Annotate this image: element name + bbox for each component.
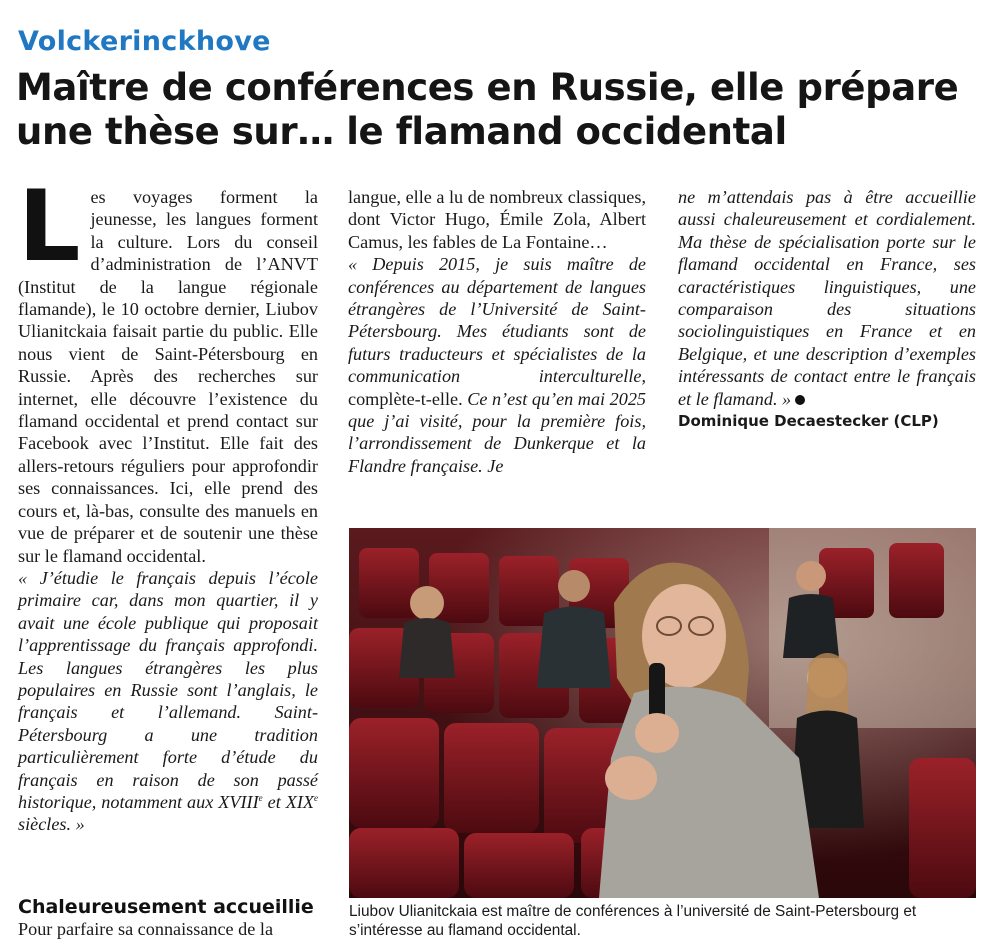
superscript-1: e xyxy=(258,792,263,803)
article-column-2 xyxy=(348,186,646,477)
article-photo xyxy=(349,528,976,898)
headline-line-1: Maître de conférences en Russie, elle prépare xyxy=(16,66,959,109)
end-of-article-bullet-icon xyxy=(795,395,805,405)
quote-paragraph-3 xyxy=(678,186,976,410)
subsection-paragraph: Pour parfaire sa connaissance de la xyxy=(18,919,274,939)
quote-text-2b: Ce n’est qu’en mai 2025 que j’ai visité, pour la première fois, l’arrondissement de Dunkerque et la Flandre française. Je xyxy=(348,388,647,476)
quote-text-2a: « Depuis 2015, je suis maître de conférences au département de langues étrangères de l’Université de Saint-Pétersbourg. Mes étudiants sont de futurs traducteurs et spécialistes de la communication interculturelle xyxy=(348,254,646,387)
quote-paragraph xyxy=(18,567,318,836)
section-kicker: Volckerinckhove xyxy=(18,26,271,57)
article-column-3 xyxy=(678,186,976,432)
headline-line-2: une thèse sur… le flamand occidental xyxy=(16,110,787,153)
lecture-hall-photo-illustration xyxy=(349,528,976,898)
author-byline: Dominique Decaestecker (CLP) xyxy=(678,412,939,431)
quote-paragraph-2 xyxy=(348,253,646,477)
quote-text-end: siècles. » xyxy=(18,814,85,835)
quote-text-mid: et XIX xyxy=(262,791,314,812)
article-column-1 xyxy=(18,170,318,836)
subheading: Chaleureusement accueillie xyxy=(18,896,314,918)
intro-paragraph: es voyages forment la jeunesse, les langues forment la culture. Lors du conseil d’administration de l’ANVT (Institut de la langue régionale flamande), le 10 octobre dernier, Liubov Ulianitckaia faisait partie du public. Elle nous vient de Saint-Pétersbourg en Russie. Après des recherches sur internet, elle découvre l’existence du flamand occidental et prend contact sur Facebook avec l’Institut. Elle fait des allers-retours réguliers pour approfondir ses connaissances. Ici, elle prend des cours et, là-bas, consulte des manuels en vue de préparer et de soutenir une thèse sur le flamand occidental. xyxy=(18,187,318,566)
classics-paragraph: langue, elle a lu de nombreux classiques, dont Victor Hugo, Émile Zola, Albert Camus, les fables de La Fontaine… xyxy=(348,187,646,252)
article-headline xyxy=(16,66,976,154)
photo-caption: Liubov Ulianitckaia est maître de conférences à l’université de Saint-Petersbourg et s’intéresse au flamand occidental. xyxy=(349,903,917,939)
superscript-2: e xyxy=(314,792,318,803)
quote-text-3: ne m’attendais pas à être accueillie aussi chaleureusement et cordialement. Ma thèse de spécialisation porte sur le flamand occidental en France, ses caractéristiques linguistiques, une comparaison des situations sociolinguistiques en France et en Belgique, et une description d’exemples intéressants de contact entre le français et le flamand. » xyxy=(678,187,976,409)
quote-text: « J’étudie le français depuis l’école primaire car, dans mon quartier, il y avait une école publique qui proposait l’apprentissage du français approfondi. Les langues étrangères les plus populaires en Russie sont l’anglais, le français et l’allemand. Saint-Pétersbourg a une tradition particulièrement forte d’étude du français en raison de son passé historique, notamment aux XVIII xyxy=(18,567,318,812)
drop-cap: L xyxy=(18,170,81,284)
attribution-text: , complète-t-elle. xyxy=(348,366,646,409)
